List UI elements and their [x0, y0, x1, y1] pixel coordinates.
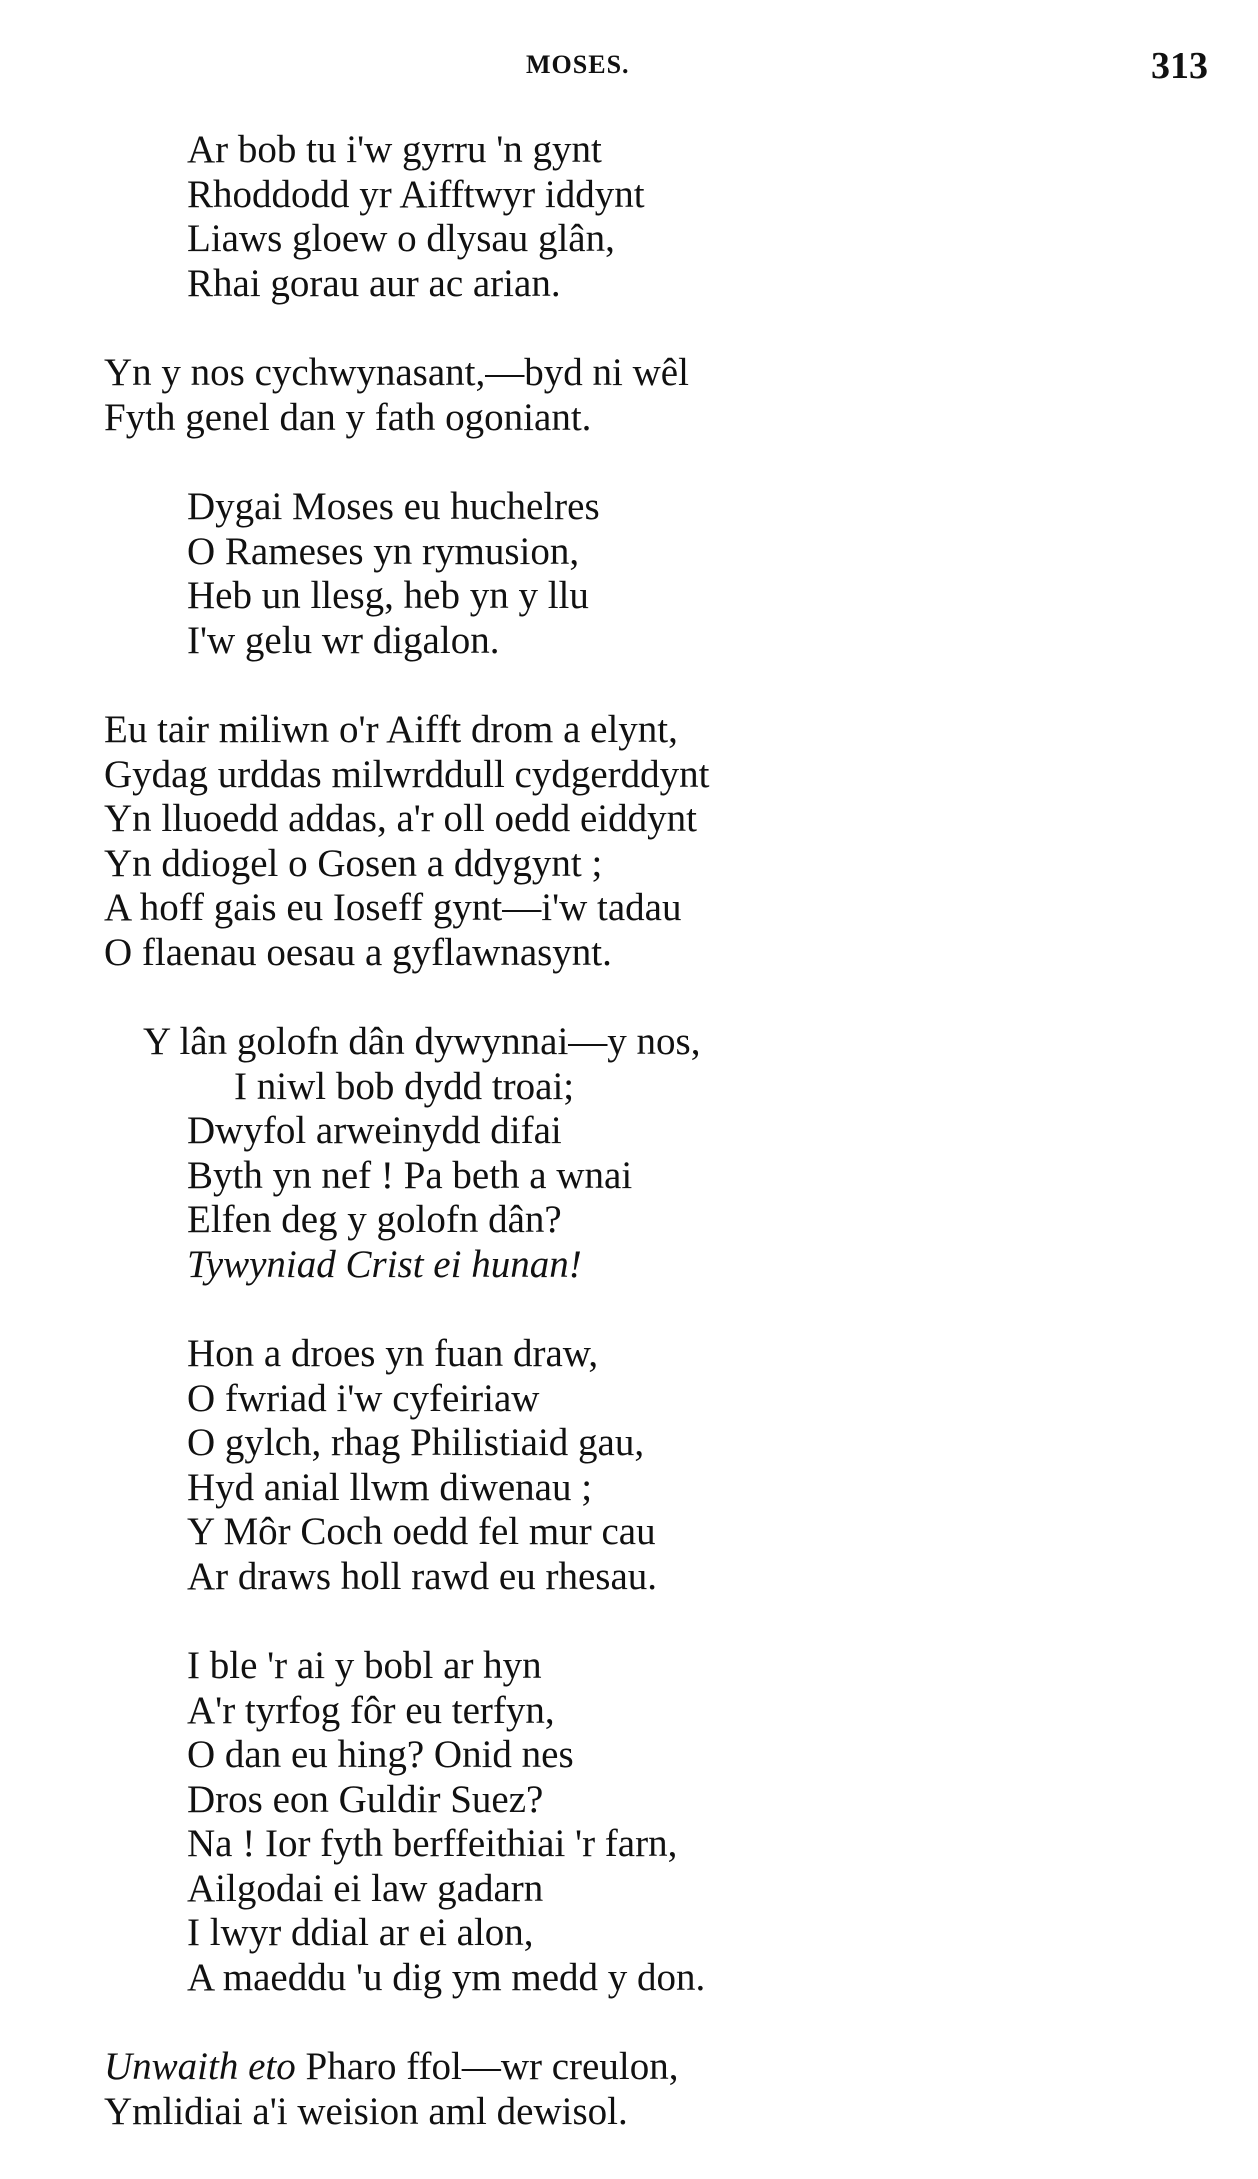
poem-line: O fwriad i'w cyfeiriaw: [187, 1376, 540, 1420]
poem-line: O gylch, rhag Philistiaid gau,: [187, 1421, 645, 1464]
stanza: [0, 1644, 1258, 2000]
poem-line: Heb un llesg, heb yn y llu: [187, 574, 589, 617]
stanza: [0, 708, 1258, 975]
line-text: Pharo ffol—wr creulon,: [295, 2045, 679, 2088]
poem-line: I niwl bob dydd troai;: [234, 1064, 575, 1108]
poem-line: Ar draws holl rawd eu rhesau.: [187, 1554, 658, 1598]
poem-line: Hyd anial llwm diwenau ;: [187, 1465, 593, 1509]
italic-text: Unwaith eto: [104, 2045, 296, 2088]
poem-line: O flaenau oesau a gyflawnasynt.: [104, 930, 612, 974]
poem-line: I lwyr ddial ar ei alon,: [187, 1911, 534, 1954]
poem-line: Na ! Ior fyth berffeithiai 'r farn,: [187, 1822, 678, 1865]
poem-line: O Rameses yn rymusion,: [187, 529, 580, 573]
stanza: [0, 128, 1258, 306]
poem-line: Byth yn nef ! Pa beth a wnai: [187, 1153, 633, 1197]
poem-line: Dwyfol arweinydd difai: [187, 1109, 562, 1152]
poem-line: Rhoddodd yr Aifftwyr iddynt: [187, 172, 645, 216]
poem-body: [0, 128, 1258, 2179]
poem-line: Eu tair miliwn o'r Aifft drom a elynt,: [104, 708, 678, 751]
stanza: [0, 485, 1258, 663]
poem-line: Yn y nos cychwynasant,—byd ni wêl: [104, 351, 689, 394]
running-title: MOSES.: [526, 50, 630, 79]
poem-line: Ymlidiai a'i weision aml dewisol.: [104, 2089, 628, 2133]
poem-line: Ailgodai ei law gadarn: [187, 1866, 544, 1910]
poem-line: [0, 2045, 1258, 2090]
poem-line: Ar bob tu i'w gyrru 'n gynt: [187, 128, 602, 171]
running-head: [0, 44, 1258, 87]
poem-line: Gydag urddas milwrddull cydgerddynt: [104, 752, 710, 796]
poem-line: I ble 'r ai y bobl ar hyn: [187, 1644, 542, 1687]
poem-line: A'r tyrfog fôr eu terfyn,: [187, 1688, 555, 1732]
stanza: [0, 1332, 1258, 1599]
poem-line: Tywyniad Crist ei hunan!: [187, 1242, 582, 1286]
poem-line: Y Môr Coch oedd fel mur cau: [187, 1510, 656, 1553]
poem-line: A hoff gais eu Ioseff gynt—i'w tadau: [104, 886, 682, 929]
poem-line: Elfen deg y golofn dân?: [187, 1198, 562, 1241]
page-number: 313: [1151, 45, 1208, 87]
stanza: [0, 351, 1258, 440]
poem-line: Y lân golofn dân dywynnai—y nos,: [143, 1020, 701, 1063]
poem-line: Rhai gorau aur ac arian.: [187, 261, 561, 305]
poem-line: O dan eu hing? Onid nes: [187, 1733, 574, 1776]
stanza: [0, 1020, 1258, 1287]
poem-line: Dros eon Guldir Suez?: [187, 1777, 544, 1821]
poem-line: Liaws gloew o dlysau glân,: [187, 217, 615, 260]
poem-line: Yn ddiogel o Gosen a ddygynt ;: [104, 841, 603, 885]
poem-line: Hon a droes yn fuan draw,: [187, 1332, 599, 1375]
poem-line: I'w gelu wr digalon.: [187, 618, 500, 662]
poem-line: Dygai Moses eu huchelres: [187, 485, 600, 528]
stanza: [0, 2045, 1258, 2134]
poem-line: Fyth genel dan y fath ogoniant.: [104, 395, 592, 439]
poem-line: Yn lluoedd addas, a'r oll oedd eiddynt: [104, 797, 697, 840]
poem-line: A maeddu 'u dig ym medd y don.: [187, 1955, 706, 1999]
